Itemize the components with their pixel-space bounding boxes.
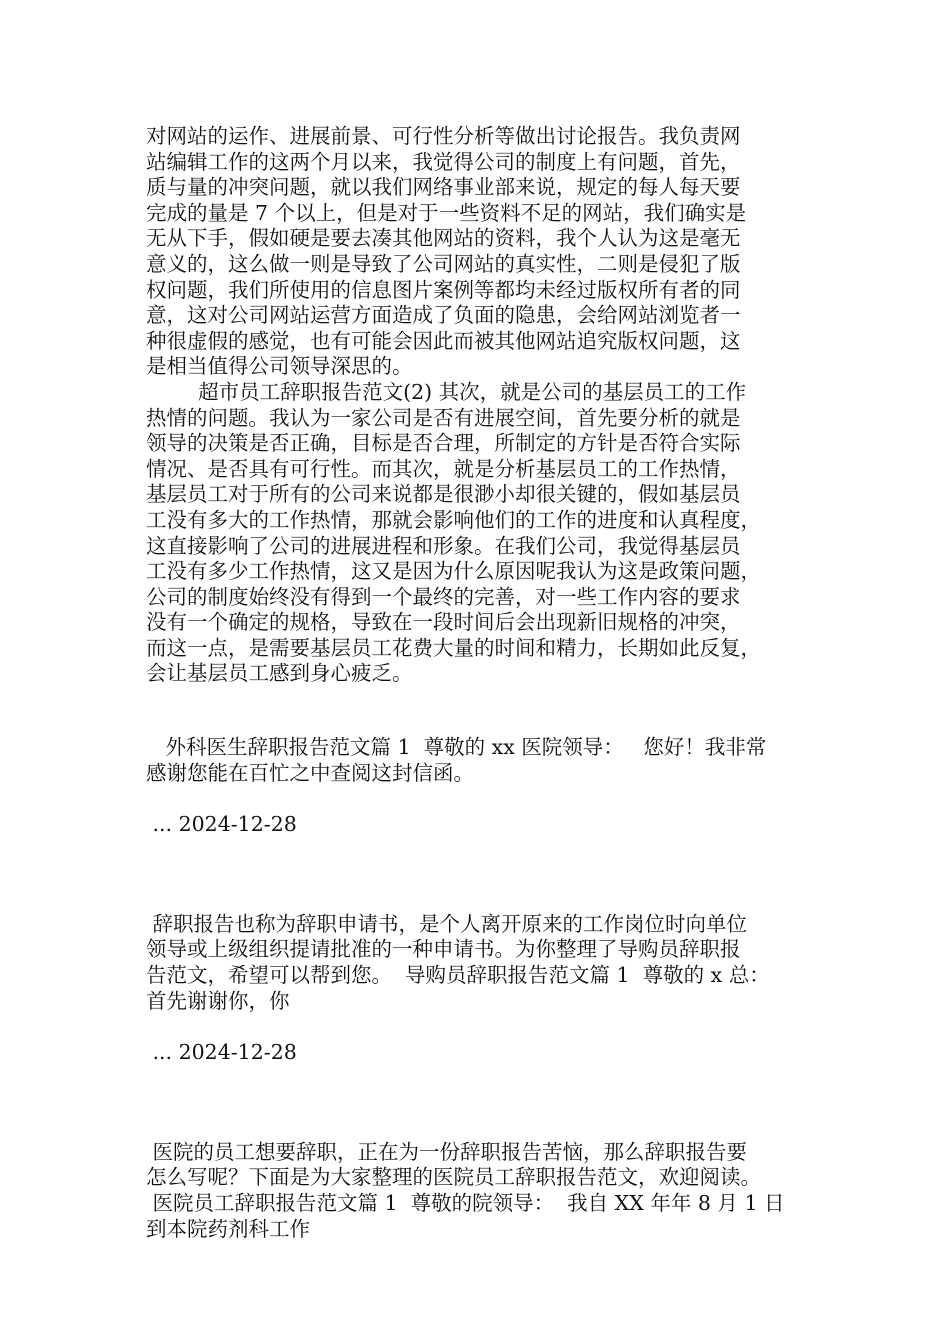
document-page: [146, 124, 806, 1242]
text-line: 医院员工辞职报告范文篇 1 尊敬的院领导： 我自 XX 年年 8 月 1 日: [146, 1191, 785, 1215]
text-line: 情况、是否具有可行性。而其次，就是分析基层员工的工作热情，: [146, 456, 741, 481]
snippet-date: ... 2024-12-28: [146, 1040, 297, 1065]
text-line: 质与量的冲突问题，就以我们网络事业部来说，规定的每人每天要: [146, 175, 741, 200]
text-line: 是相当值得公司领导深思的。: [146, 354, 413, 379]
text-line: 会让基层员工感到身心疲乏。: [146, 661, 413, 686]
text-line: 医院的员工想要辞职，正在为一份辞职报告苦恼，那么辞职报告要: [146, 1139, 748, 1164]
paragraph-main: [146, 124, 806, 687]
text-line: 没有一个确定的规格，导致在一段时间后会出现新旧规格的冲突，: [146, 610, 741, 635]
text-line: 对网站的运作、进展前景、可行性分析等做出讨论报告。我负责网: [146, 124, 741, 148]
text-line: 权问题，我们所使用的信息图片案例等都均未经过版权所有者的同: [146, 277, 741, 302]
text-line: 热情的问题。我认为一家公司是否有进展空间，首先要分析的就是: [146, 405, 741, 430]
text-line: 领导的决策是否正确，目标是否合理，所制定的方针是否符合实际: [146, 431, 741, 456]
text-line: 站编辑工作的这两个月以来，我觉得公司的制度上有问题，首先，: [146, 149, 741, 174]
text-line: 工没有多少工作热情，这又是因为什么原因呢我认为这是政策问题，: [146, 559, 761, 584]
snippet-date: ... 2024-12-28: [146, 812, 297, 837]
snippet-surgeon-resignation: [146, 735, 806, 838]
snippet-hospital-resignation: [146, 1140, 806, 1242]
text-line: 感谢您能在百忙之中查阅这封信函。: [146, 760, 474, 785]
text-line: 工没有多大的工作热情，那就会影响他们的工作的进度和认真程度，: [146, 507, 761, 532]
text-line: 无从下手，假如硬是要去凑其他网站的资料，我个人认为这是毫无: [146, 226, 741, 251]
text-line: 告范文，希望可以帮到您。 导购员辞职报告范文篇 1 尊敬的 x 总：: [146, 963, 770, 988]
text-line: 这直接影响了公司的进展进程和形象。在我们公司，我觉得基层员: [146, 533, 741, 558]
text-line: 公司的制度始终没有得到一个最终的完善，对一些工作内容的要求: [146, 584, 741, 609]
text-line: 完成的量是 7 个以上，但是对于一些资料不足的网站，我们确实是: [146, 200, 747, 225]
text-line: 而这一点，是需要基层员工花费大量的时间和精力，长期如此反复，: [146, 635, 761, 660]
snippet-shop-guide-resignation: [146, 912, 806, 1066]
text-line: 种很虚假的感觉，也有可能会因此而被其他网站追究版权问题，这: [146, 328, 741, 353]
text-line: 超市员工辞职报告范文(2) 其次，就是公司的基层员工的工作: [146, 379, 747, 404]
text-line: 基层员工对于所有的公司来说都是很渺小却很关键的，假如基层员: [146, 482, 741, 507]
text-line: 首先谢谢你，你: [146, 988, 290, 1013]
text-line: 辞职报告也称为辞职申请书，是个人离开原来的工作岗位时向单位: [146, 911, 748, 936]
text-line: 领导或上级组织提请批准的一种申请书。为你整理了导购员辞职报: [146, 937, 741, 962]
text-line: 外科医生辞职报告范文篇 1 尊敬的 xx 医院领导： 您好！我非常: [146, 735, 767, 760]
text-line: 意，这对公司网站运营方面造成了负面的隐患，会给网站浏览者一: [146, 303, 741, 328]
text-line: 到本院药剂科工作: [146, 1216, 310, 1241]
text-line: 意义的，这么做一则是导致了公司网站的真实性，二则是侵犯了版: [146, 251, 741, 276]
text-line: 怎么写呢？下面是为大家整理的医院员工辞职报告范文，欢迎阅读。: [146, 1165, 761, 1190]
